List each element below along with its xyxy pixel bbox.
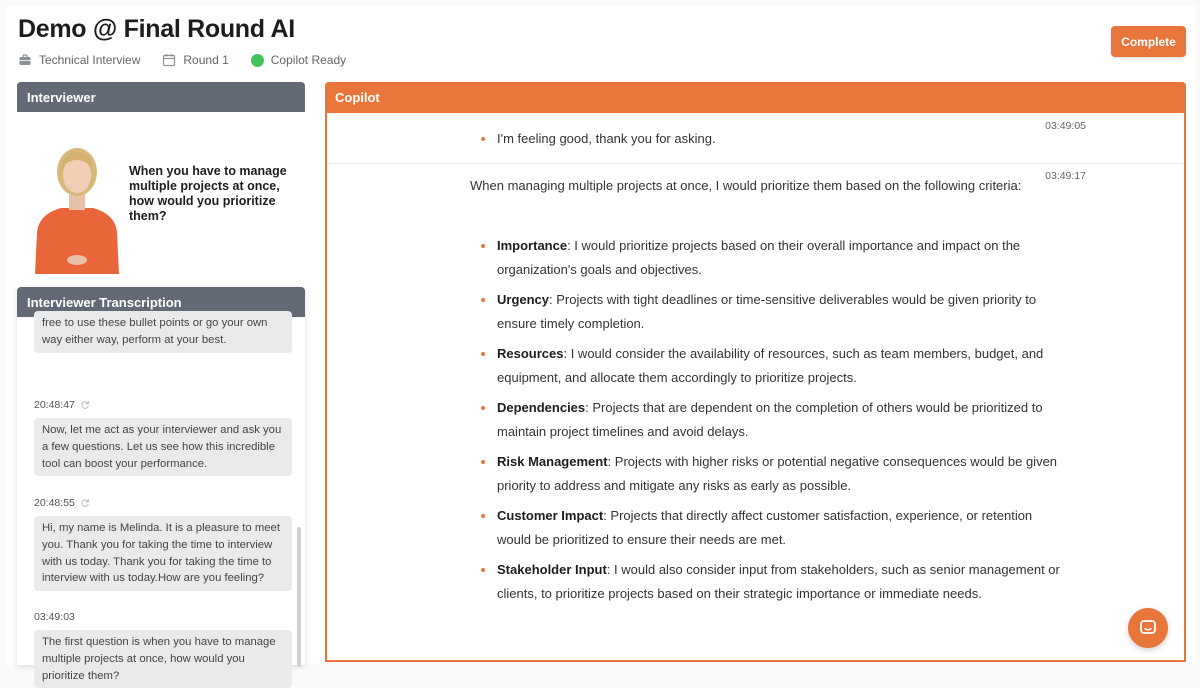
criteria-term: Risk Management — [497, 454, 608, 469]
copilot-response — [327, 165, 1184, 655]
criteria-item — [327, 558, 1067, 605]
transcript-timestamp — [34, 399, 90, 411]
interviewer-question: When you have to manage multiple projects at once, how would you prioritize them? — [129, 164, 287, 223]
criteria-item — [327, 342, 1067, 389]
response-timestamp: 03:49:05 — [1045, 120, 1086, 132]
chat-support-button[interactable] — [1128, 608, 1168, 648]
criteria-text: : I would prioritize projects based on their overall importance and impact on the organization's goals and objectives. — [497, 238, 1021, 277]
criteria-text: : Projects with higher risks or potential negative consequences would be given priority to address and mitigate any risks as early as possible. — [497, 454, 1058, 493]
meta-round-label: Round 1 — [183, 53, 229, 67]
criteria-term: Dependencies — [497, 400, 586, 415]
response-bullet: I'm feeling good, thank you for asking. — [327, 127, 716, 151]
criteria-text: : Projects with tight deadlines or time-sensitive deliverables would be given priority to ensure timely completion. — [497, 292, 1037, 331]
copilot-panel-header: Copilot — [325, 82, 1186, 113]
transcription-panel — [17, 287, 305, 682]
response-intro: When managing multiple projects at once, I would prioritize them based on the following criteria: — [470, 178, 1022, 193]
transcript-message: Now, let me act as your interviewer and ask you a few questions. Let us see how this incredible tool can boost your performance. — [34, 418, 292, 476]
criteria-text: : I would also consider input from stakeholders, such as senior management or clients, to prioritize projects based on their strategic importance or immediate needs. — [497, 562, 1060, 601]
criteria-term: Stakeholder Input — [497, 562, 607, 577]
transcript-message: The first question is when you have to manage multiple projects at once, how would you prioritize them? — [34, 630, 292, 688]
criteria-item — [327, 234, 1067, 281]
interviewer-panel — [17, 82, 305, 274]
criteria-term: Resources — [497, 346, 564, 361]
criteria-text: : I would consider the availability of resources, such as team members, budget, and equipment, and allocate them accordingly to prioritize projects. — [497, 346, 1044, 385]
copilot-panel — [325, 82, 1186, 662]
transcript-time: 20:48:55 — [34, 497, 75, 509]
criteria-text: : Projects that are dependent on the completion of others would be prioritized to maintain project timelines and avoid delays. — [497, 400, 1043, 439]
refresh-icon[interactable] — [80, 498, 90, 508]
interview-meta — [18, 52, 346, 68]
meta-interview-type — [18, 53, 140, 67]
meta-copilot-status-label: Copilot Ready — [270, 53, 347, 67]
chat-bubble-icon — [1139, 619, 1157, 637]
transcript-timestamp — [34, 611, 75, 623]
calendar-icon — [162, 53, 176, 67]
transcription-list[interactable] — [17, 317, 305, 682]
interviewer-body — [17, 112, 305, 274]
criteria-list — [327, 234, 1067, 612]
criteria-item — [327, 396, 1067, 443]
transcript-time: 20:48:47 — [34, 399, 75, 411]
transcript-message: free to use these bullet points or go your own way either way, perform at your best. — [34, 311, 292, 353]
criteria-term: Importance — [497, 238, 568, 253]
complete-button[interactable]: Complete — [1111, 26, 1186, 57]
criteria-item — [327, 504, 1067, 551]
copilot-response — [327, 113, 1184, 164]
status-dot-icon — [251, 54, 264, 67]
refresh-icon[interactable] — [80, 400, 90, 410]
interviewer-panel-header: Interviewer — [17, 82, 305, 112]
meta-interview-type-label: Technical Interview — [39, 53, 141, 67]
interviewer-avatar — [27, 140, 127, 274]
criteria-item — [327, 450, 1067, 497]
meta-copilot-status — [251, 53, 346, 67]
briefcase-icon — [18, 53, 32, 67]
criteria-term: Customer Impact — [497, 508, 604, 523]
transcription-scrollbar[interactable] — [297, 527, 301, 667]
criteria-item — [327, 288, 1067, 335]
meta-round — [162, 53, 228, 67]
transcript-time: 03:49:03 — [34, 611, 75, 623]
criteria-text: : Projects that directly affect customer satisfaction, experience, or retention would be prioritized to ensure their needs are met. — [497, 508, 1033, 547]
response-timestamp: 03:49:17 — [1045, 170, 1086, 182]
transcription-panel-header: Interviewer Transcription — [17, 287, 305, 317]
criteria-term: Urgency — [497, 292, 550, 307]
transcript-timestamp — [34, 497, 90, 509]
page-title: Demo @ Final Round AI — [18, 15, 295, 43]
transcript-message: Hi, my name is Melinda. It is a pleasure to meet you. Thank you for taking the time to interview with us today. Thank you for taking the time to interview with us today.How are you feeling? — [34, 516, 292, 591]
